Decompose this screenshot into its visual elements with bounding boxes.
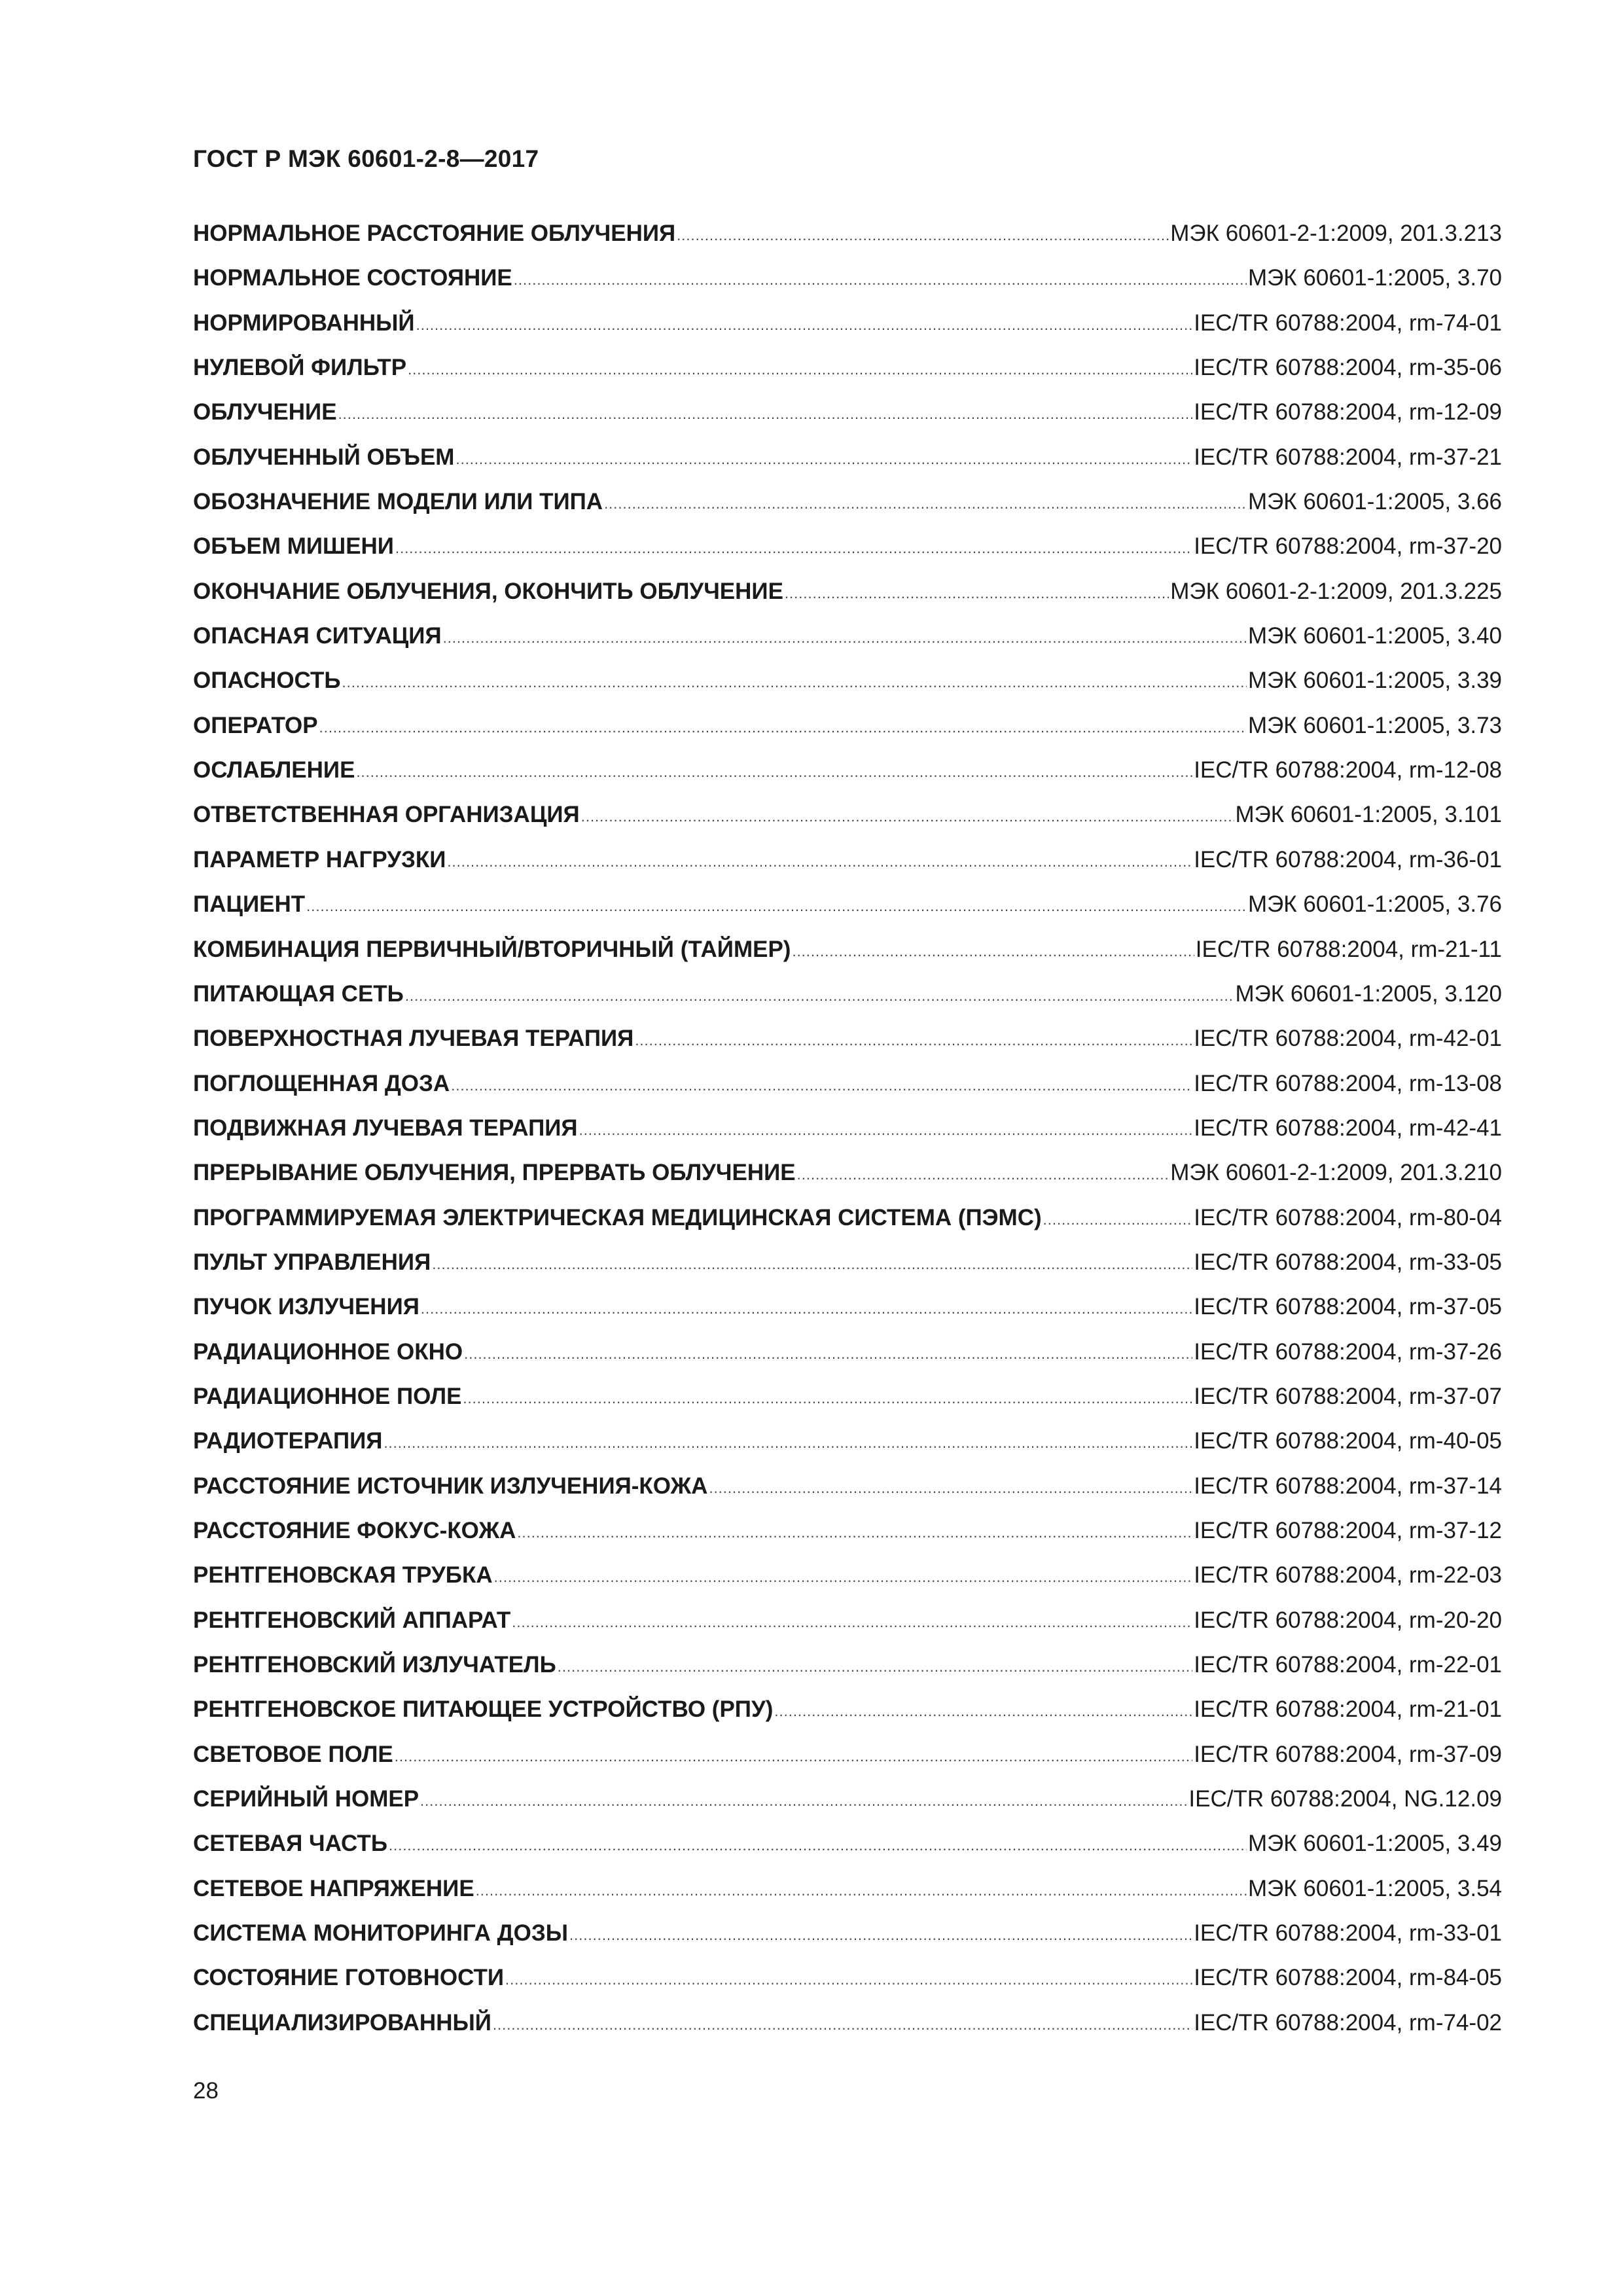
index-entry [193, 1384, 1502, 1428]
dot-leader [451, 1077, 1192, 1094]
index-reference: МЭК 60601-2-1:2009, 201.3.213 [1170, 221, 1502, 246]
index-term: ОПАСНОСТЬ [193, 668, 341, 694]
dot-leader [512, 1614, 1192, 1631]
index-term: ПОВЕРХНОСТНАЯ ЛУЧЕВАЯ ТЕРАПИЯ [193, 1026, 634, 1052]
dot-leader [494, 1569, 1193, 1586]
index-reference: МЭК 60601-1:2005, 3.54 [1247, 1875, 1502, 1901]
index-reference: МЭК 60601-1:2005, 3.120 [1235, 980, 1502, 1007]
dot-leader [420, 1793, 1187, 1810]
index-term: ПАЦИЕНТ [193, 891, 306, 918]
dot-leader [785, 585, 1169, 602]
dot-leader [677, 227, 1169, 244]
index-reference: МЭК 60601-2-1:2009, 201.3.210 [1170, 1160, 1502, 1186]
index-reference: IEC/TR 60788:2004, rm-21-11 [1195, 936, 1502, 962]
index-reference: МЭК 60601-1:2005, 3.39 [1247, 668, 1502, 694]
dot-leader [505, 1971, 1192, 1988]
document-header: ГОСТ Р МЭК 60601-2-8—2017 [193, 145, 539, 172]
index-term: РЕНТГЕНОВСКИЙ ИЗЛУЧАТЕЛЬ [193, 1652, 556, 1677]
index-entry [193, 1742, 1502, 1786]
dot-leader [635, 1032, 1192, 1049]
index-term: ОКОНЧАНИЕ ОБЛУЧЕНИЯ, ОКОНЧИТЬ ОБЛУЧЕНИЕ [193, 578, 783, 604]
index-term: ОБЛУЧЕННЫЙ ОБЪЕМ [193, 444, 455, 470]
dot-leader [356, 764, 1192, 781]
dot-leader [579, 1122, 1193, 1139]
index-reference: IEC/TR 60788:2004, rm-37-05 [1194, 1294, 1502, 1320]
index-entry [193, 399, 1502, 444]
dot-leader [463, 1390, 1192, 1407]
index-term: ПОГЛОЩЕННАЯ ДОЗА [193, 1070, 450, 1096]
index-term: НОРМАЛЬНОЕ СОСТОЯНИЕ [193, 265, 512, 291]
index-entry [193, 444, 1502, 489]
index-term: ПУЧОК ИЗЛУЧЕНИЯ [193, 1294, 419, 1320]
index-term: СЕРИЙНЫЙ НОМЕР [193, 1786, 419, 1812]
index-entry [193, 623, 1502, 668]
index-entry [193, 1071, 1502, 1115]
index-entry [193, 1473, 1502, 1518]
index-entry [193, 1696, 1502, 1741]
dot-leader [395, 540, 1192, 557]
index-reference: IEC/TR 60788:2004, rm-40-05 [1194, 1428, 1502, 1454]
index-term: ПОДВИЖНАЯ ЛУЧЕВАЯ ТЕРАПИЯ [193, 1115, 578, 1141]
index-entry [193, 1294, 1502, 1338]
index-entry [193, 265, 1502, 310]
index-term: РАССТОЯНИЕ ИСТОЧНИК ИЗЛУЧЕНИЯ-КОЖА [193, 1473, 708, 1499]
index-entry [193, 1652, 1502, 1696]
index-term: РЕНТГЕНОВСКАЯ ТРУБКА [193, 1562, 493, 1588]
index-reference: IEC/TR 60788:2004, rm-33-01 [1194, 1920, 1502, 1946]
index-reference: IEC/TR 60788:2004, rm-22-01 [1194, 1652, 1502, 1677]
dot-leader [432, 1256, 1192, 1273]
index-reference: IEC/TR 60788:2004, rm-35-06 [1194, 355, 1502, 381]
index-reference: IEC/TR 60788:2004, rm-37-21 [1194, 444, 1502, 470]
index-reference: IEC/TR 60788:2004, rm-42-01 [1194, 1026, 1502, 1052]
index-reference: IEC/TR 60788:2004, rm-37-09 [1194, 1741, 1502, 1767]
index-reference: IEC/TR 60788:2004, NG.12.09 [1188, 1786, 1502, 1812]
index-entry [193, 713, 1502, 757]
index-reference: IEC/TR 60788:2004, rm-84-05 [1194, 1965, 1502, 1991]
index-reference: IEC/TR 60788:2004, rm-12-09 [1194, 399, 1502, 425]
index-entry [193, 1920, 1502, 1965]
index-entry [193, 355, 1502, 399]
index-reference: МЭК 60601-1:2005, 3.40 [1247, 623, 1502, 649]
index-entry [193, 579, 1502, 623]
index-term: ПРЕРЫВАНИЕ ОБЛУЧЕНИЯ, ПРЕРВАТЬ ОБЛУЧЕНИЕ [193, 1160, 796, 1186]
index-term: ОТВЕТСТВЕННАЯ ОРГАНИЗАЦИЯ [193, 802, 580, 828]
index-entry [193, 1339, 1502, 1384]
dot-leader [792, 943, 1194, 960]
index-reference: IEC/TR 60788:2004, rm-21-01 [1194, 1696, 1502, 1723]
index-entry [193, 489, 1502, 533]
dot-leader [395, 1748, 1192, 1765]
index-term: СЕТЕВОЕ НАПРЯЖЕНИЕ [193, 1875, 474, 1901]
index-reference: IEC/TR 60788:2004, rm-74-01 [1194, 310, 1502, 336]
index-entry [193, 533, 1502, 578]
index-term: ОСЛАБЛЕНИЕ [193, 757, 355, 783]
dot-leader [709, 1480, 1192, 1497]
index-term: СЕТЕВАЯ ЧАСТЬ [193, 1831, 387, 1857]
index-entry [193, 847, 1502, 891]
dot-leader [306, 898, 1247, 915]
index-term: ОБОЗНАЧЕНИЕ МОДЕЛИ ИЛИ ТИПА [193, 489, 603, 515]
index-reference: МЭК 60601-2-1:2009, 201.3.225 [1170, 578, 1502, 604]
index-reference: IEC/TR 60788:2004, rm-33-05 [1194, 1249, 1502, 1275]
index-term: ОБЪЕМ МИШЕНИ [193, 533, 394, 560]
index-entry [193, 937, 1502, 981]
dot-leader [447, 853, 1192, 870]
dot-leader [517, 1524, 1192, 1541]
index-reference: IEC/TR 60788:2004, rm-74-02 [1194, 2009, 1502, 2036]
index-reference: МЭК 60601-1:2005, 3.101 [1235, 802, 1502, 828]
index-entry [193, 1205, 1502, 1249]
index-term: СВЕТОВОЕ ПОЛЕ [193, 1741, 393, 1767]
index-term: РАДИАЦИОННОЕ ПОЛЕ [193, 1383, 462, 1409]
index-reference: IEC/TR 60788:2004, rm-22-03 [1194, 1562, 1502, 1588]
index-term: СОСТОЯНИЕ ГОТОВНОСТИ [193, 1965, 505, 1991]
index-reference: IEC/TR 60788:2004, rm-37-20 [1194, 533, 1502, 560]
index-term: ОБЛУЧЕНИЕ [193, 399, 337, 425]
dot-leader [342, 674, 1247, 691]
index-reference: IEC/TR 60788:2004, rm-20-20 [1194, 1607, 1502, 1633]
page-number: 28 [193, 2078, 219, 2104]
index-term: НУЛЕВОЙ ФИЛЬТР [193, 355, 407, 381]
index-reference: IEC/TR 60788:2004, rm-36-01 [1194, 846, 1502, 872]
dot-leader [338, 406, 1193, 423]
index-reference: IEC/TR 60788:2004, rm-13-08 [1194, 1070, 1502, 1096]
dot-leader [558, 1659, 1192, 1676]
index-term: РАДИОТЕРАПИЯ [193, 1428, 383, 1454]
dot-leader [443, 630, 1247, 647]
dot-leader [383, 1435, 1192, 1452]
index-entry [193, 757, 1502, 802]
dot-leader [569, 1927, 1192, 1944]
index-term: СПЕЦИАЛИЗИРОВАННЫЙ [193, 2009, 491, 2036]
index-entry [193, 1831, 1502, 1875]
index-reference: IEC/TR 60788:2004, rm-37-14 [1194, 1473, 1502, 1499]
index-entry [193, 1965, 1502, 2009]
index-entry [193, 981, 1502, 1026]
index-entry [193, 1160, 1502, 1204]
index-reference: МЭК 60601-1:2005, 3.49 [1247, 1831, 1502, 1857]
index-term: ОПЕРАТОР [193, 712, 318, 738]
index-reference: IEC/TR 60788:2004, rm-37-07 [1194, 1383, 1502, 1409]
index-entry [193, 1607, 1502, 1652]
dot-leader [774, 1703, 1192, 1720]
index-entry [193, 891, 1502, 936]
index-term: КОМБИНАЦИЯ ПЕРВИЧНЫЙ/ВТОРИЧНЫЙ (ТАЙМЕР) [193, 936, 791, 962]
index-entry [193, 1249, 1502, 1294]
index-reference: IEC/TR 60788:2004, rm-42-41 [1194, 1115, 1502, 1141]
index-term: РЕНТГЕНОВСКИЙ АППАРАТ [193, 1607, 511, 1633]
index-entry [193, 310, 1502, 355]
dot-leader [604, 495, 1247, 512]
index-term: ПИТАЮЩАЯ СЕТЬ [193, 980, 404, 1007]
index-entry [193, 1428, 1502, 1473]
dot-leader [455, 451, 1192, 468]
index-entry [193, 1562, 1502, 1607]
index-entry [193, 221, 1502, 265]
index-entry [193, 1115, 1502, 1160]
index-entry [193, 1518, 1502, 1562]
index-term: ПУЛЬТ УПРАВЛЕНИЯ [193, 1249, 431, 1275]
index-term: НОРМИРОВАННЫЙ [193, 310, 415, 336]
index-entry [193, 802, 1502, 846]
dot-leader [493, 2017, 1192, 2034]
dot-leader [464, 1346, 1192, 1363]
index-reference: IEC/TR 60788:2004, rm-37-26 [1194, 1338, 1502, 1365]
dot-leader [416, 317, 1193, 334]
index-reference: МЭК 60601-1:2005, 3.73 [1247, 712, 1502, 738]
dot-leader [581, 808, 1234, 825]
dot-leader [1043, 1211, 1193, 1229]
dot-leader [421, 1300, 1192, 1318]
index-term: НОРМАЛЬНОЕ РАССТОЯНИЕ ОБЛУЧЕНИЯ [193, 221, 676, 246]
dot-leader [389, 1837, 1247, 1854]
index-term: ПРОГРАММИРУЕМАЯ ЭЛЕКТРИЧЕСКАЯ МЕДИЦИНСКАЯ СИСТЕМА (ПЭМС) [193, 1204, 1042, 1230]
dot-leader [476, 1882, 1247, 1899]
index-entry [193, 2010, 1502, 2054]
index-term: РАДИАЦИОННОЕ ОКНО [193, 1338, 463, 1365]
index-term: СИСТЕМА МОНИТОРИНГА ДОЗЫ [193, 1920, 569, 1946]
index-entry [193, 668, 1502, 712]
term-index-list [193, 221, 1502, 2054]
index-reference: МЭК 60601-1:2005, 3.70 [1247, 265, 1502, 291]
index-reference: МЭК 60601-1:2005, 3.76 [1247, 891, 1502, 918]
index-term: ПАРАМЕТР НАГРУЗКИ [193, 846, 446, 872]
index-reference: IEC/TR 60788:2004, rm-37-12 [1194, 1517, 1502, 1543]
index-reference: IEC/TR 60788:2004, rm-12-08 [1194, 757, 1502, 783]
index-entry [193, 1876, 1502, 1920]
dot-leader [319, 719, 1247, 736]
index-entry [193, 1786, 1502, 1831]
index-term: РАССТОЯНИЕ ФОКУС-КОЖА [193, 1517, 516, 1543]
dot-leader [514, 272, 1247, 289]
dot-leader [405, 988, 1234, 1005]
index-reference: IEC/TR 60788:2004, rm-80-04 [1194, 1204, 1502, 1230]
index-term: ОПАСНАЯ СИТУАЦИЯ [193, 623, 442, 649]
index-term: РЕНТГЕНОВСКОЕ ПИТАЮЩЕЕ УСТРОЙСТВО (РПУ) [193, 1696, 774, 1723]
index-reference: МЭК 60601-1:2005, 3.66 [1247, 489, 1502, 515]
index-entry [193, 1026, 1502, 1070]
dot-leader [797, 1166, 1169, 1183]
dot-leader [408, 361, 1192, 378]
